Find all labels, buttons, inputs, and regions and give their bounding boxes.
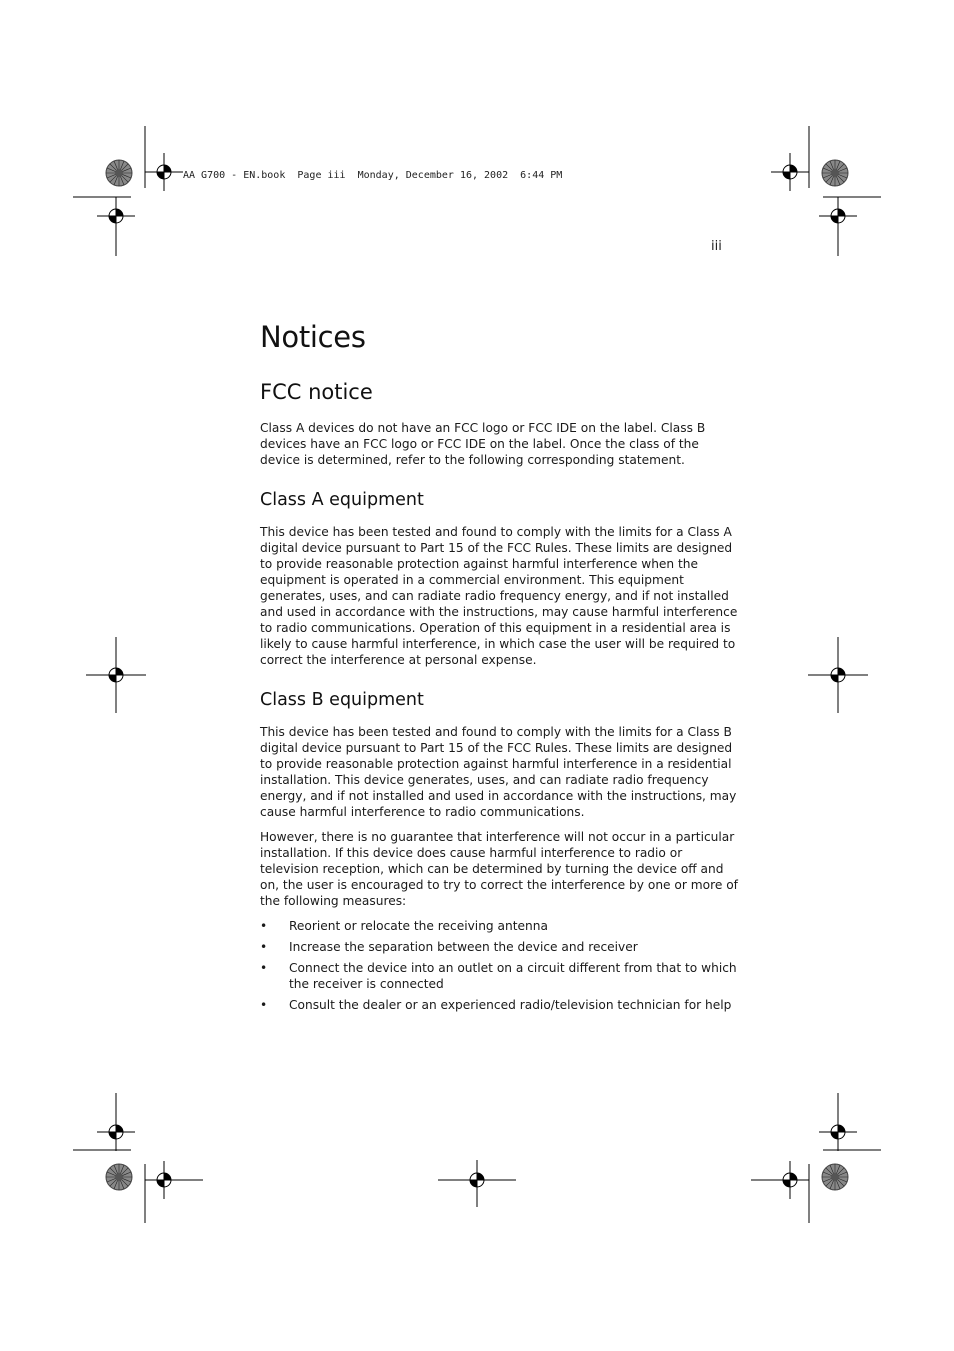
bullet-icon: •: [260, 940, 268, 954]
list-item-text: Consult the dealer or an experienced radio/television technician for help: [289, 998, 732, 1012]
page-content: [260, 318, 740, 1018]
fcc-notice-intro: Class A devices do not have an FCC logo or FCC IDE on the label. Class B devices have an FCC logo or FCC IDE on the label. Once the class of the device is determined, refer to the following corresponding statement.: [260, 421, 706, 467]
class-b-body-1: This device has been tested and found to comply with the limits for a Class B digital device pursuant to Part 15 of the FCC Rules. These limits are designed to provide reasonable protection against harmful interference in a residential installation. This device generates, uses, and can radiate radio frequency energy, and if not installed and used in accordance with the instructions, may cause harmful interference to radio communications.: [260, 725, 737, 819]
list-item: [260, 960, 740, 992]
measures-list: [260, 918, 740, 1013]
print-slug: AA G700 - EN.book Page iii Monday, December 16, 2002 6:44 PM: [183, 170, 563, 181]
list-item: [260, 939, 740, 955]
bullet-icon: •: [260, 998, 268, 1012]
class-a-heading: Class A equipment: [260, 490, 424, 510]
list-item-text: Reorient or relocate the receiving antenna: [289, 919, 548, 933]
class-b-heading: Class B equipment: [260, 690, 424, 710]
page-title: Notices: [260, 320, 366, 354]
page-number: iii: [711, 239, 722, 254]
list-item: [260, 918, 740, 934]
bullet-icon: •: [260, 919, 268, 933]
list-item-text: Increase the separation between the device and receiver: [289, 940, 638, 954]
class-b-body-2: However, there is no guarantee that interference will not occur in a particular installation. If this device does cause harmful interference to radio or television reception, which can be determined by turning the device off and on, the user is encouraged to try to correct the interference by one or more of the following measures:: [260, 830, 738, 908]
bullet-icon: •: [260, 961, 268, 975]
list-item: [260, 997, 740, 1013]
class-a-body: This device has been tested and found to comply with the limits for a Class A digital device pursuant to Part 15 of the FCC Rules. These limits are designed to provide reasonable protection against harmful interference when the equipment is operated in a commercial environment. This equipment generates, uses, and can radiate radio frequency energy, and if not installed and used in accordance with the instructions, may cause harmful interference to radio communications. Operation of this equipment in a residential area is likely to cause harmful interference, in which case the user will be required to correct the interference at personal expense.: [260, 525, 738, 667]
fcc-notice-heading: FCC notice: [260, 380, 373, 404]
list-item-text: Connect the device into an outlet on a circuit different from that to which the receiver is connected: [289, 961, 737, 991]
